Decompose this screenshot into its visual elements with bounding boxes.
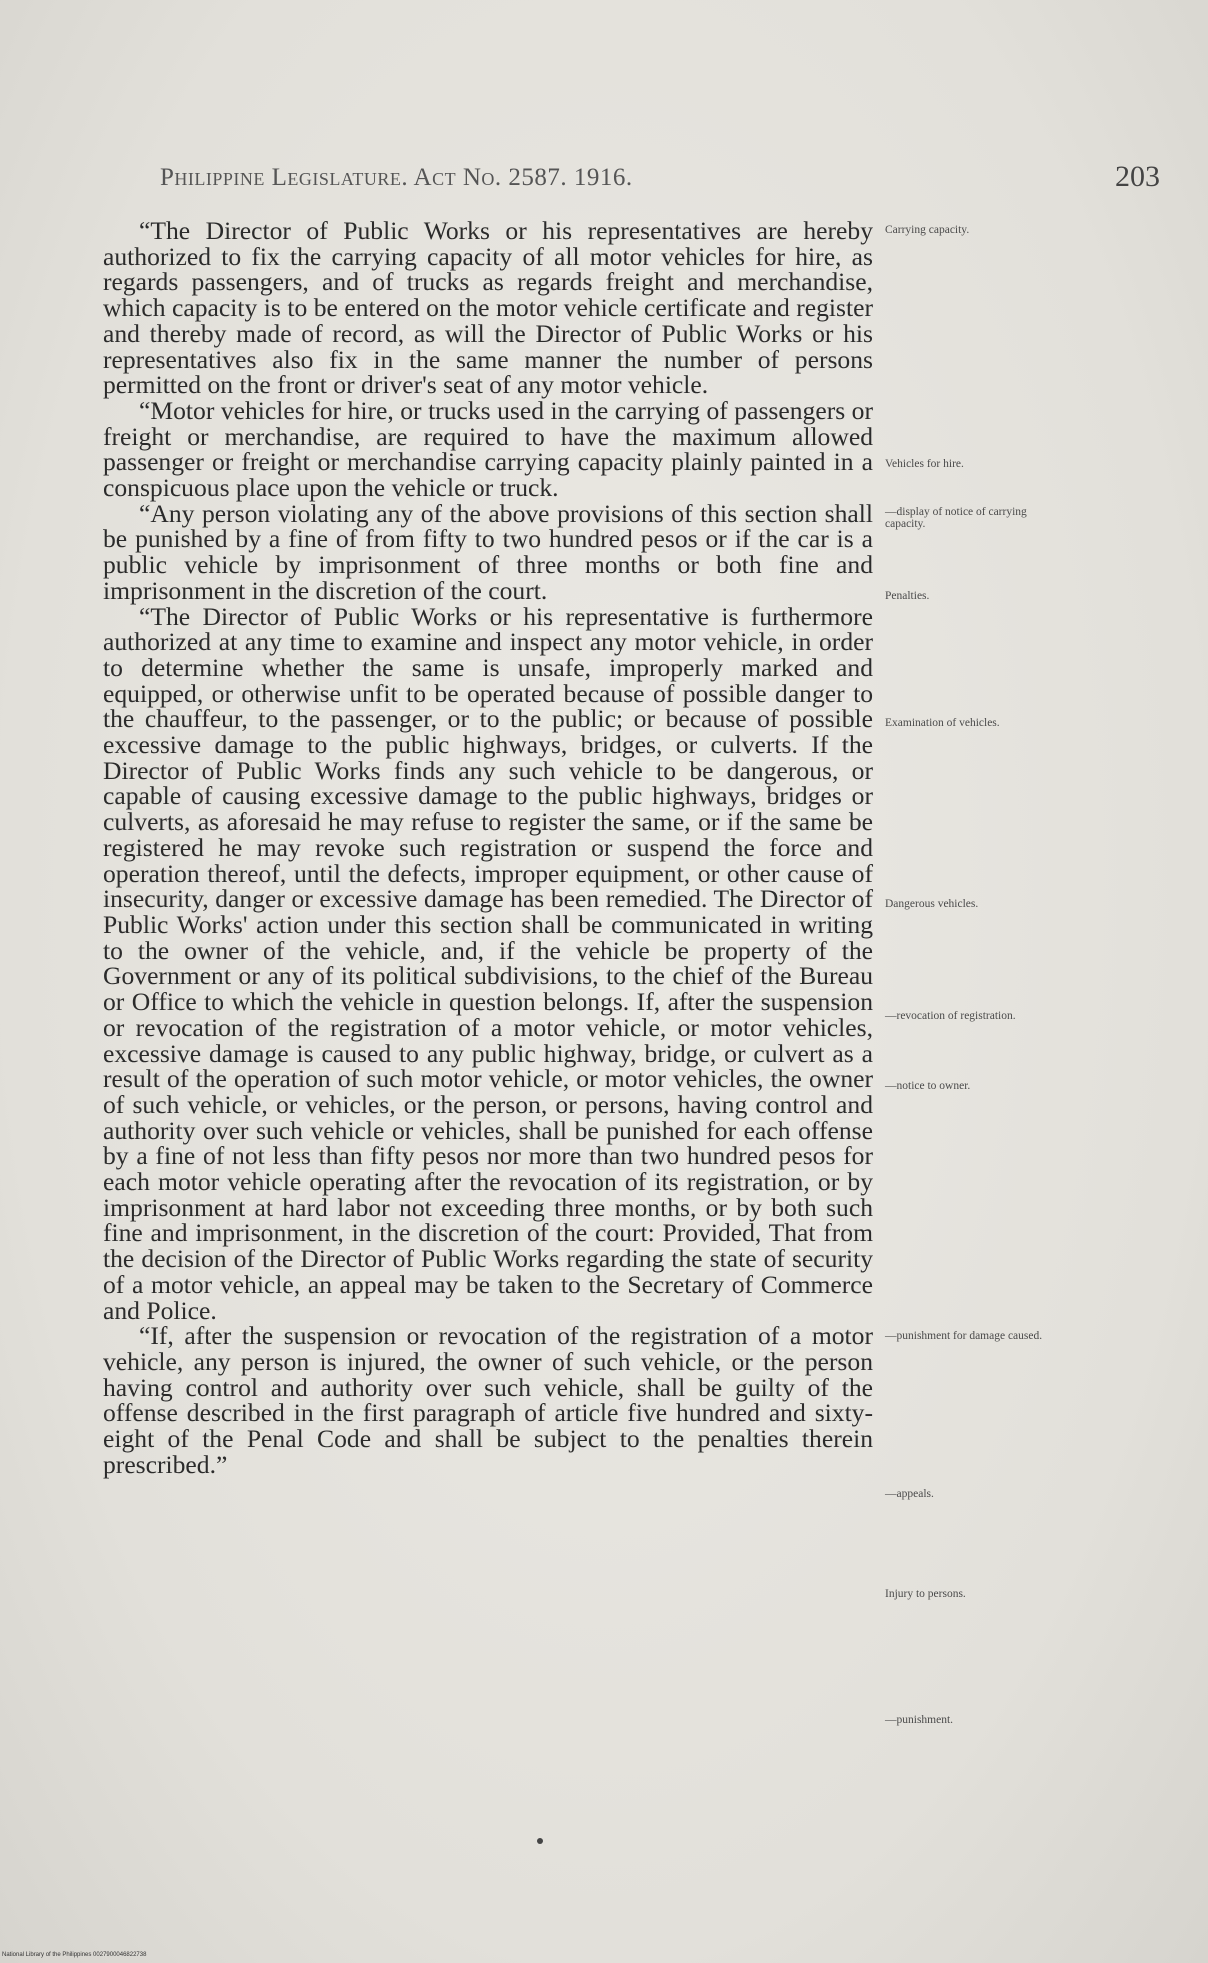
footer-source-stamp: National Library of the Philippines 0027900046822738 <box>2 1952 147 1958</box>
margin-note-injury-to-persons: Injury to persons. <box>885 1588 966 1600</box>
margin-note-examination: Examination of vehicles. <box>885 717 1000 729</box>
margin-note-vehicles-for-hire: Vehicles for hire. <box>885 458 964 470</box>
paragraph-penalties: “Any person violating any of the above provisions of this section shall be punished by a fine of from fifty to two hundred pesos or if the car is a public vehicle by imprisonment of three months or both fine and imprisonment in the discretion of the court. <box>103 498 873 605</box>
body-text <box>103 218 873 1477</box>
margin-note-appeals: —appeals. <box>885 1488 934 1500</box>
margin-note-dangerous-vehicles: Dangerous vehicles. <box>885 898 979 910</box>
margin-note-display-notice: —display of notice of carrying capacity. <box>885 506 1027 530</box>
margin-note-notice-to-owner: —notice to owner. <box>885 1080 971 1092</box>
running-head: Philippine Legislature. Act No. 2587. 1916. <box>160 164 633 191</box>
margin-note-revocation: —revocation of registration. <box>885 1010 1016 1022</box>
paragraph-vehicles-for-hire: “Motor vehicles for hire, or trucks used in the carrying of passengers or freight or merchandise, are required to have the maximum allowed passenger or freight or merchandise carrying capacity plainly painted in a conspicuous place upon the vehicle or truck. <box>103 395 873 503</box>
margin-note-carrying-capacity: Carrying capacity. <box>885 224 970 236</box>
margin-note-penalties: Penalties. <box>885 590 930 602</box>
ink-dot <box>537 1838 543 1844</box>
page-number: 203 <box>1115 160 1160 193</box>
paragraph-carrying-capacity: “The Director of Public Works or his representatives are hereby authorized to fix the carrying capacity of all motor vehicles for hire, as regards passengers, and of trucks as regards freight and merchandise, which capacity is to be entered on the motor vehicle certificate and register and thereby made of record, as will the Director of Public Works or his representatives also fix in the same manner the number of persons permitted on the front or driver's seat of any motor vehicle. <box>103 216 873 400</box>
paragraph-injury: “If, after the suspension or revocation of the registration of a motor vehicle, any person is injured, the owner of such vehicle, or the person having control and authority over such vehicle, shall be guilty of the offense described in the first paragraph of article five hundred and sixty-eight of the Penal Code and shall be subject to the penalties therein prescribed.” <box>103 1321 873 1479</box>
paragraph-examination: “The Director of Public Works or his representative is furthermore authorized at any time to examine and inspect any motor vehicle, in order to determine whether the same is unsafe, improperly marked and equipped, or otherwise unfit to be operated because of possible danger to the chauffeur, to the passenger, or to the public; or because of possible excessive damage to the public highways, bridges, or culverts. If the Director of Public Works finds any such vehicle to be dangerous, or capable of causing excessive damage to the public highways, bridges or culverts, as aforesaid he may refuse to register the same, or if the same be registered he may revoke such registration or suspend the force and operation thereof, until the defects, improper equipment, or other cause of insecurity, danger or excessive damage has been remedied. The Director of Public Works' action under this section shall be communicated in writing to the owner of the vehicle, and, if the vehicle be property of the Government or any of its political subdivisions, to the chief of the Bureau or Office to which the vehicle in question belongs. If, after the suspension or revocation of the registration of a motor vehicle, or motor vehicles, excessive damage is caused to any public highway, bridge, or culvert as a result of the operation of such motor vehicle, or motor vehicles, the owner of such vehicle, or vehicles, or the person, or persons, having control and authority over such vehicle or vehicles, shall be punished for each offense by a fine of not less than fifty pesos nor more than two hundred pesos for each motor vehicle operating after the revocation of its registration, or by imprisonment at hard labor not exceeding three months, or by both such fine and imprisonment, in the discretion of the court: Provided, That from the decision of the Director of Public Works regarding the state of security of a motor vehicle, an appeal may be taken to the Secretary of Commerce and Police. <box>103 601 873 1325</box>
margin-note-punishment: —punishment. <box>885 1714 954 1726</box>
margin-note-punishment-damage: —punishment for damage caused. <box>885 1330 1043 1342</box>
